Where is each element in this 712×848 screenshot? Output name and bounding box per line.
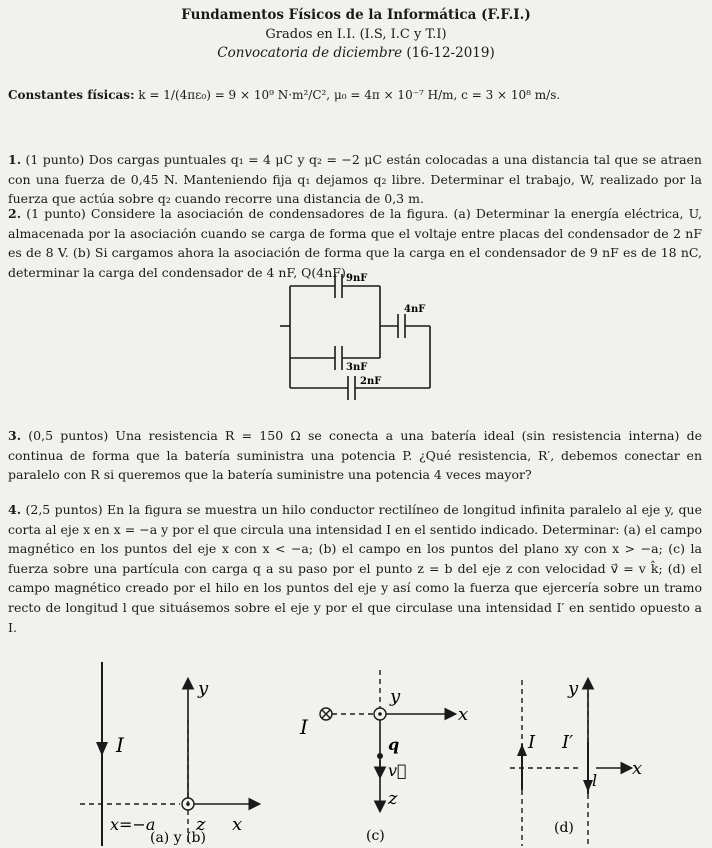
capacitor-circuit: [280, 266, 460, 406]
problem-1-number: 1.: [8, 152, 22, 167]
problem-2-text: (1 punto) Considere la asociación de condensadores de la figura. (a) Determinar la energía eléctrica, U, almacenada por la asociación cuando se carga de forma que el voltaje entre placas del condensador de 2 nF es de 8 V. (b) Si cargamos ahora la asociación de forma que la carga en el condensador de 9 nF es de 18 nC, determinar la carga del condensador de 4 nF, Q(4nF).: [8, 206, 702, 280]
problem-4-text: (2,5 puntos) En la figura se muestra un hilo conductor rectilíneo de longitud infinita paralelo al eje y, que corta al eje x en x = −a y por el que circula una intensidad I en el sentido indicado. Determinar: (a) el campo magnético en los puntos del eje x con x < −a; (b) el campo en los puntos del plano xy con x > −a; (c) la fuerza sobre una partícula con carga q a su paso por el punto z = b del eje z con velocidad v⃗ = v k̂; (d) el campo magnético creado por el hilo en los puntos del eje y así como la fuerza que ejercería sobre un tramo recto de longitud l que situásemos sobre el eje y por el que circulase una intensidad I′ en sentido opuesto a I.: [8, 502, 702, 635]
figure-c: [292, 670, 482, 848]
fig-c-y: y: [390, 686, 401, 707]
fig-d-current: I: [528, 732, 536, 753]
fig-c-v: v⃗: [388, 761, 407, 780]
figure-a-b: [80, 660, 280, 848]
fig-c-x: x: [458, 704, 469, 725]
problem-4-number: 4.: [8, 502, 22, 517]
session-name: Convocatoria de diciembre: [217, 45, 403, 61]
fig-c-current: I: [300, 715, 308, 739]
fig-d-y: y: [568, 678, 579, 699]
exam-header: [0, 6, 712, 63]
session-date: (16-12-2019): [406, 45, 495, 61]
problem-3: [8, 426, 702, 485]
degree-subtitle: Grados en I.I. (I.S, I.C y T.I): [265, 27, 447, 42]
constants-text: k = 1/(4πε₀) = 9 × 10⁹ N·m²/C², μ₀ = 4π × 10⁻⁷ H/m, c = 3 × 10⁸ m/s.: [138, 88, 561, 102]
problem-3-text: (0,5 puntos) Una resistencia R = 150 Ω se conecta a una batería ideal (sin resistencia interna) de continua de forma que la batería suministra una potencia P. ¿Qué resistencia, R′, debemos conectar en paralelo con R si queremos que la batería suministre una potencia 4 veces mayor?: [8, 428, 702, 483]
fig-a-x: x: [232, 814, 243, 835]
fig-a-x-mark: x=−a: [110, 815, 156, 834]
course-title: Fundamentos Físicos de la Informática (F.F.I.): [181, 7, 531, 23]
fig-c-caption: (c): [366, 828, 385, 844]
label-4nF: 4nF: [404, 304, 426, 315]
label-3nF: 3nF: [346, 362, 368, 373]
fig-c-z: z: [388, 788, 398, 809]
problem-4: [8, 500, 702, 637]
exam-session: [0, 44, 712, 63]
fig-d-caption: (d): [554, 820, 574, 836]
problem-1: [8, 150, 702, 209]
fig-d-current2: I′: [562, 732, 574, 753]
fig-d-x: x: [632, 758, 643, 779]
problem-3-number: 3.: [8, 428, 22, 443]
fig-d-l: l: [592, 771, 598, 790]
fig-c-q: q: [388, 735, 400, 754]
label-2nF: 2nF: [360, 376, 382, 387]
physical-constants: [8, 88, 698, 102]
constants-label: Constantes físicas:: [8, 88, 135, 102]
fig-a-current: I: [116, 733, 124, 757]
fig-a-y: y: [198, 678, 209, 699]
figure-d: [500, 660, 660, 848]
label-9nF: 9nF: [346, 273, 368, 284]
problem-2-number: 2.: [8, 206, 22, 221]
fig-a-caption: (a) y (b): [150, 830, 206, 846]
fig-a-z: z: [196, 814, 206, 835]
problem-1-text: (1 punto) Dos cargas puntuales q₁ = 4 μC y q₂ = −2 μC están colocadas a una distancia tal que se atraen con una fuerza de 0,45 N. Manteniendo fija q₁ dejamos q₂ libre. Determinar el trabajo, W, realizado por la fuerza que actúa sobre q₂ cuando recorre una distancia de 0,3 m.: [8, 152, 702, 207]
